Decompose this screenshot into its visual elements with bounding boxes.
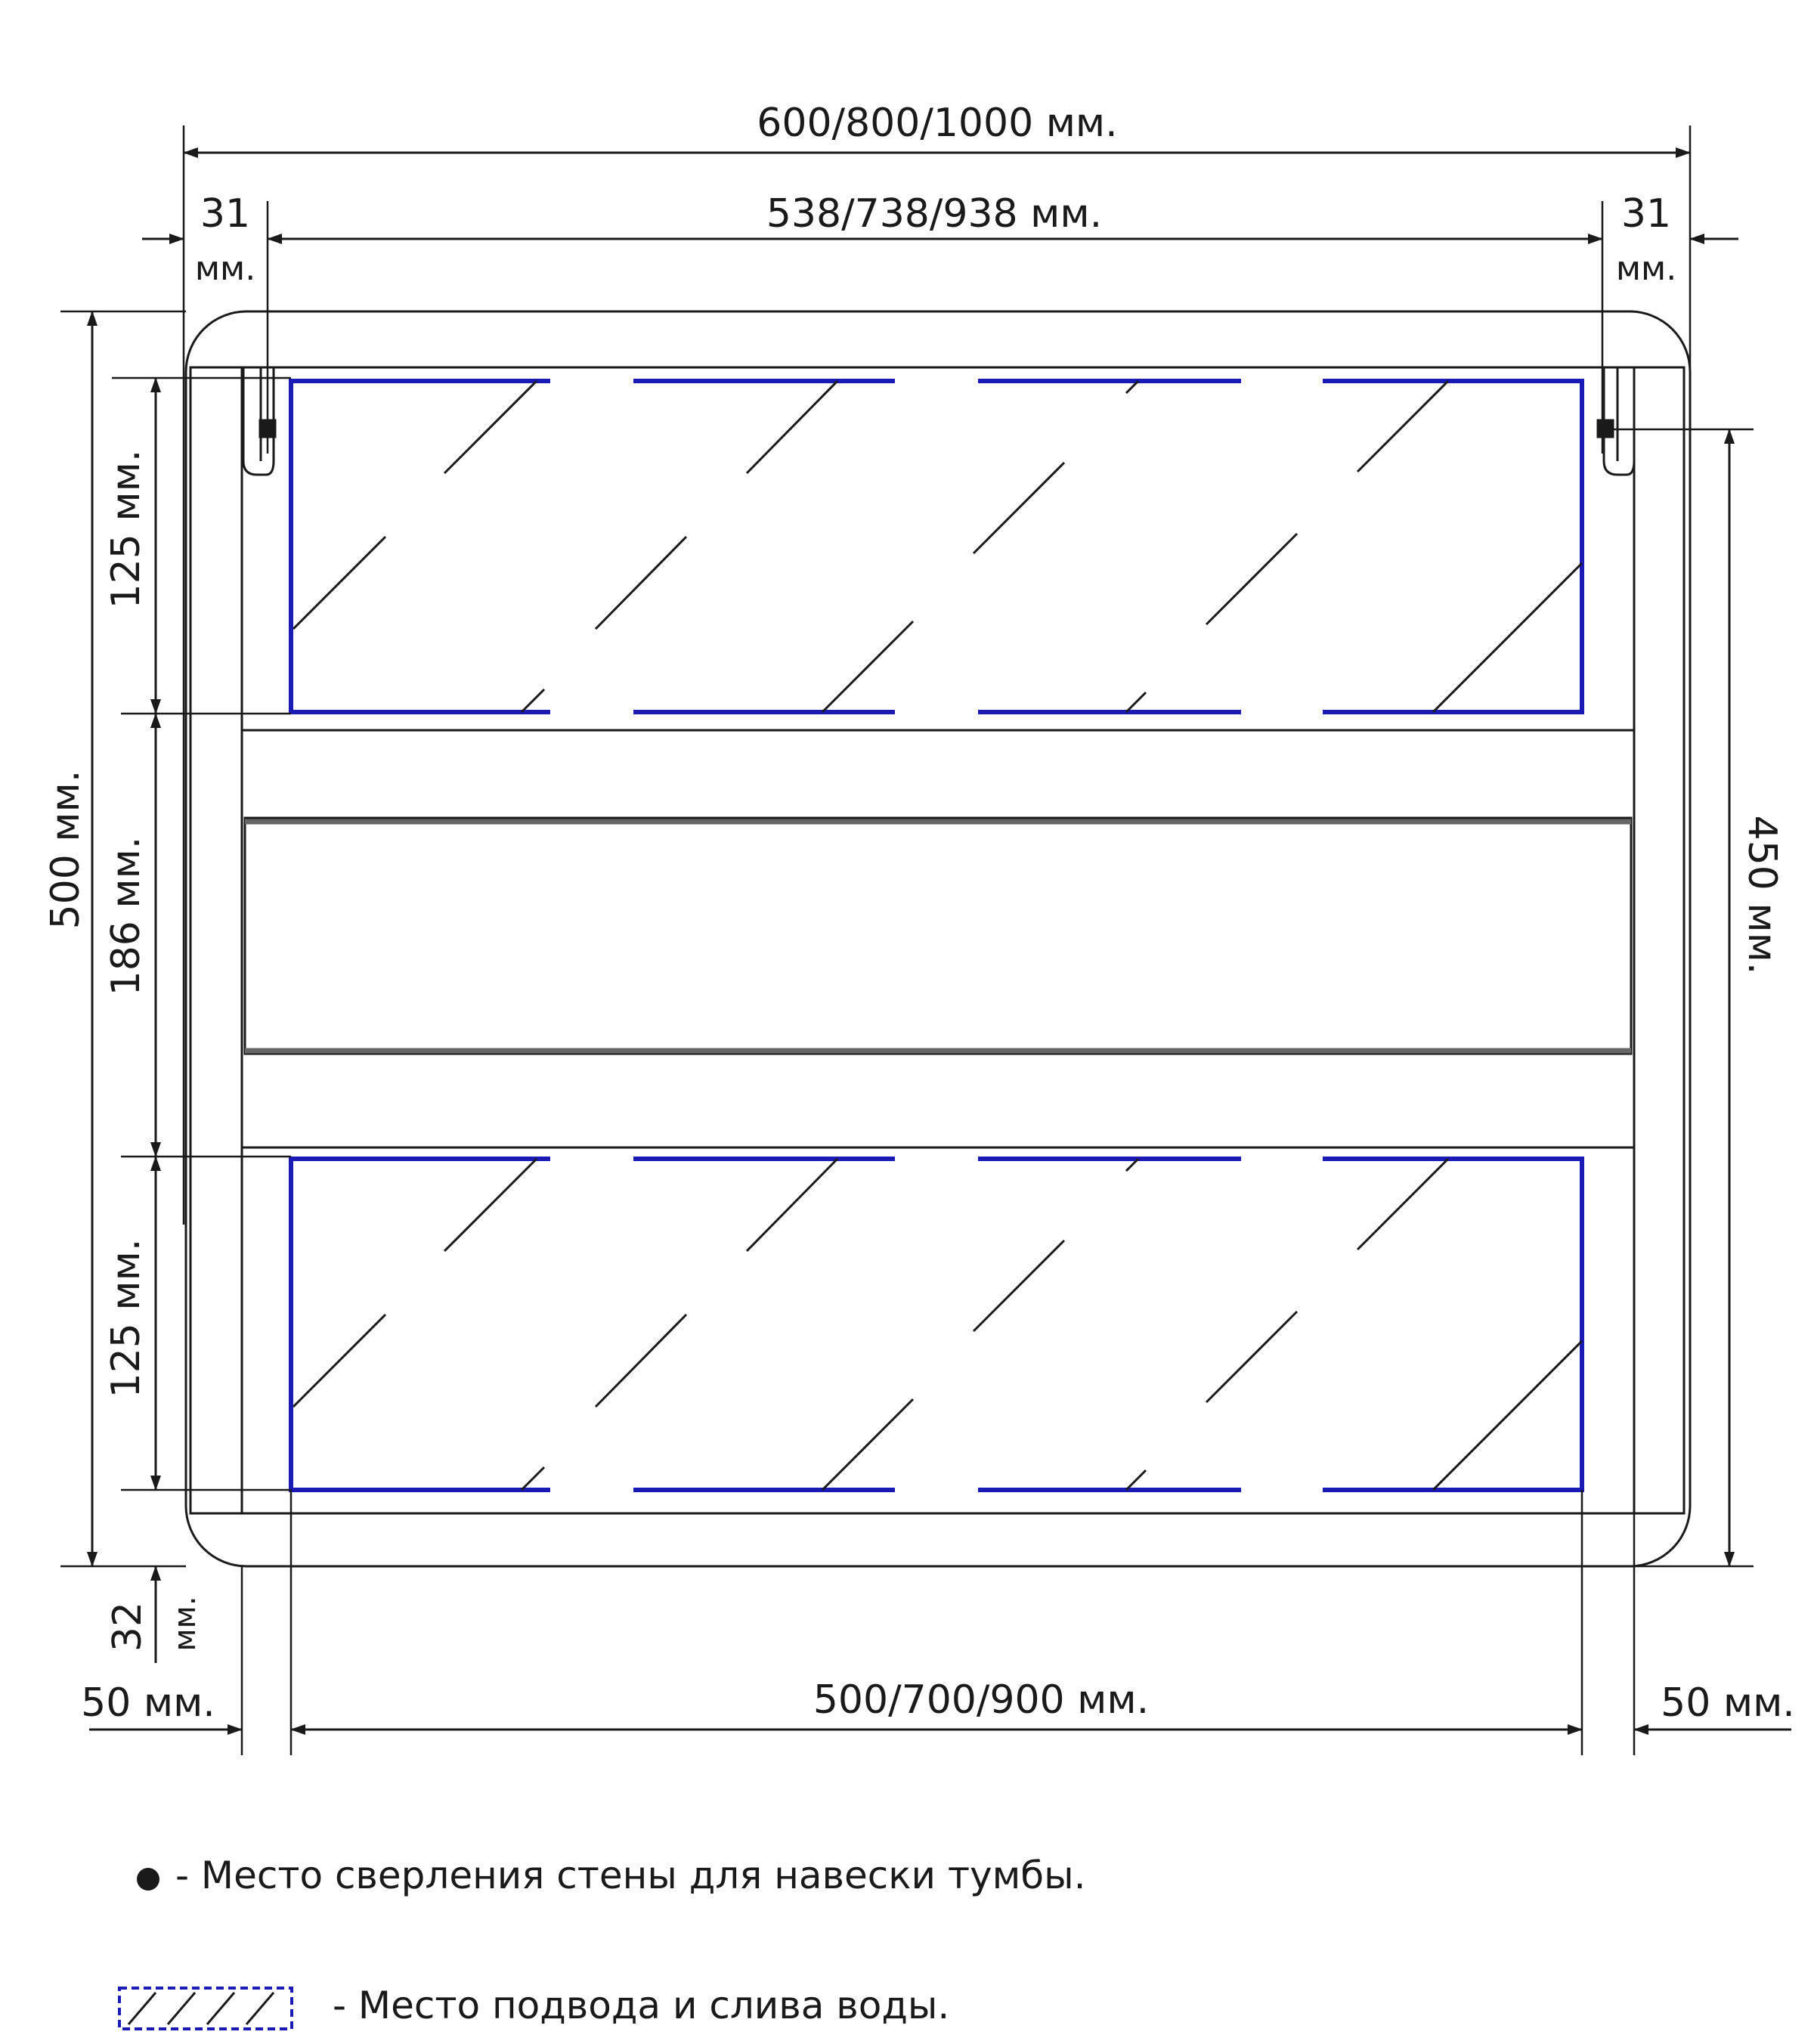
- middle-shelf-edges: [245, 822, 1631, 1051]
- bottom-water-zone: [291, 1159, 1582, 1490]
- dim-bottom-offset-value: 32: [105, 1601, 150, 1652]
- water-zone-hatch-icon: [119, 1988, 292, 2029]
- dim-inner-width-label: 538/738/938 мм.: [766, 191, 1103, 237]
- dim-middle-zone-label: 186 мм.: [104, 836, 149, 996]
- dim-left-margin-label: 50 мм.: [81, 1680, 215, 1726]
- dim-left-offset-unit: мм.: [194, 249, 256, 288]
- legend-water-zone-text: - Место подвода и слива воды.: [333, 1984, 950, 2027]
- dim-right-margin-label: 50 мм.: [1661, 1680, 1795, 1726]
- dim-right-offset-unit: мм.: [1615, 249, 1677, 288]
- top-water-zone: [291, 381, 1582, 712]
- dimension-lines: [89, 153, 1791, 1730]
- dim-bottom-inner-width-label: 500/700/900 мм.: [813, 1677, 1150, 1723]
- middle-shelf-panel: [245, 818, 1631, 1054]
- extension-lines: [60, 125, 1754, 1755]
- dim-top-zone-label: 125 мм.: [104, 449, 149, 609]
- left-hanging-bracket: [243, 367, 275, 475]
- dim-total-height-label: 500 мм.: [43, 770, 88, 930]
- dim-mount-height-label: 450 мм.: [1739, 815, 1785, 975]
- cabinet-body: [186, 311, 1690, 1566]
- top-water-zone-hatch: [293, 381, 1582, 712]
- dim-right-offset-value: 31: [1621, 191, 1672, 237]
- dim-left-offset-value: 31: [200, 191, 251, 237]
- dim-total-width-label: 600/800/1000 мм.: [757, 101, 1118, 146]
- dim-bottom-zone-label: 125 мм.: [104, 1238, 149, 1398]
- bottom-water-zone-outline: [291, 1159, 1582, 1490]
- cabinet-inner-frame: [190, 367, 1684, 1513]
- drill-point-icon: [137, 1868, 159, 1891]
- cabinet-outer-frame: [186, 311, 1690, 1566]
- top-water-zone-outline: [291, 381, 1582, 712]
- dim-bottom-offset-unit: мм.: [168, 1596, 203, 1652]
- legend-drill-point-text: - Место сверления стены для навески тумбы.: [175, 1854, 1086, 1897]
- bottom-water-zone-hatch: [293, 1159, 1582, 1490]
